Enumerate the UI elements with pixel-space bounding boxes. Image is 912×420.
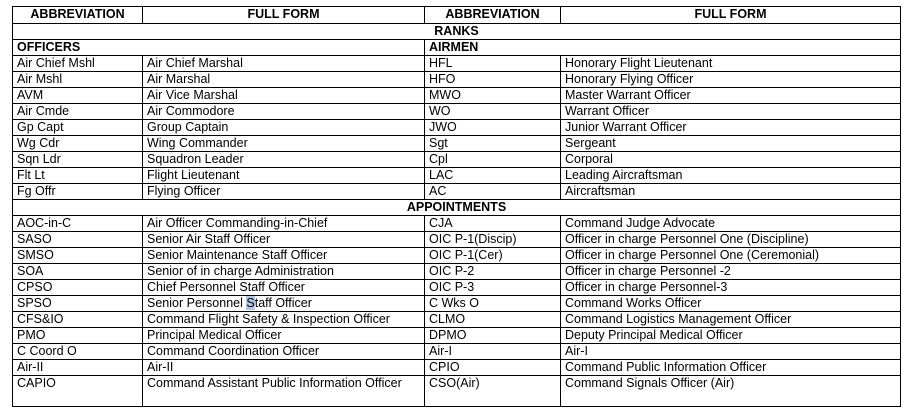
- table-row: [13, 296, 901, 312]
- table-row: [13, 232, 901, 248]
- table-cell: C Wks O: [425, 296, 561, 312]
- table-cell: Sgt: [425, 136, 561, 152]
- table-cell: Wg Cdr: [13, 136, 143, 152]
- table-cell: Sqn Ldr: [13, 152, 143, 168]
- table-cell: Air Chief Marshal: [143, 56, 425, 72]
- header-full-form-1: FULL FORM: [143, 7, 425, 24]
- table-cell: Air Chief Mshl: [13, 56, 143, 72]
- abbreviation-table: [12, 6, 901, 407]
- table-cell: C Coord O: [13, 344, 143, 360]
- table-row: [13, 360, 901, 376]
- table-row: [13, 168, 901, 184]
- table-cell: Flt Lt: [13, 168, 143, 184]
- table-row: [13, 136, 901, 152]
- table-row: [13, 120, 901, 136]
- table-cell: Officer in charge Personnel One (Discipline): [561, 232, 901, 248]
- section-row-ranks: [13, 24, 901, 40]
- table-cell: Master Warrant Officer: [561, 88, 901, 104]
- table-cell: HFO: [425, 72, 561, 88]
- table-cell: Command Flight Safety & Inspection Officer: [143, 312, 425, 328]
- table-cell: Senior Air Staff Officer: [143, 232, 425, 248]
- table-cell: HFL: [425, 56, 561, 72]
- table-cell: Gp Capt: [13, 120, 143, 136]
- table-cell: Command Public Information Officer: [561, 360, 901, 376]
- header-full-form-2: FULL FORM: [561, 7, 901, 24]
- table-cell: Command Logistics Management Officer: [561, 312, 901, 328]
- table-cell: CJA: [425, 216, 561, 232]
- table-cell: Command Judge Advocate: [561, 216, 901, 232]
- table-cell: OIC P-3: [425, 280, 561, 296]
- table-cell: AC: [425, 184, 561, 200]
- table-cell: Officer in charge Personnel One (Ceremonial): [561, 248, 901, 264]
- table-row: [13, 152, 901, 168]
- text-selection-highlight: S: [246, 296, 255, 310]
- table-cell: CLMO: [425, 312, 561, 328]
- table-cell: AOC-in-C: [13, 216, 143, 232]
- table-cell: Senior Personnel Staff Officer: [143, 296, 425, 312]
- table-row: [13, 280, 901, 296]
- group-row: [13, 40, 901, 56]
- table-cell: Command Signals Officer (Air): [561, 376, 901, 407]
- table-cell: Air Marshal: [143, 72, 425, 88]
- table-cell: MWO: [425, 88, 561, 104]
- table-row: [13, 328, 901, 344]
- table-row: [13, 264, 901, 280]
- table-cell: JWO: [425, 120, 561, 136]
- table-cell: Air-II: [143, 360, 425, 376]
- section-title-appointments: APPOINTMENTS: [13, 200, 901, 216]
- table-cell: Wing Commander: [143, 136, 425, 152]
- table-cell: Officer in charge Personnel -2: [561, 264, 901, 280]
- table-cell: CPIO: [425, 360, 561, 376]
- section-row-appointments: [13, 200, 901, 216]
- table-row: [13, 56, 901, 72]
- table-cell: Chief Personnel Staff Officer: [143, 280, 425, 296]
- table-cell: Group Captain: [143, 120, 425, 136]
- table-body: [13, 24, 901, 407]
- table-cell: OIC P-1(Cer): [425, 248, 561, 264]
- table-row: [13, 344, 901, 360]
- table-cell: Senior of in charge Administration: [143, 264, 425, 280]
- section-title-ranks: RANKS: [13, 24, 901, 40]
- table-cell: OIC P-2: [425, 264, 561, 280]
- header-abbreviation-1: ABBREVIATION: [13, 7, 143, 24]
- table-row: [13, 72, 901, 88]
- table-cell: OIC P-1(Discip): [425, 232, 561, 248]
- table-cell: Air Cmde: [13, 104, 143, 120]
- table-cell: Flight Lieutenant: [143, 168, 425, 184]
- table-row: [13, 312, 901, 328]
- table-row: [13, 104, 901, 120]
- table-row: [13, 184, 901, 200]
- table-cell: Air Commodore: [143, 104, 425, 120]
- table-cell: Air-II: [13, 360, 143, 376]
- table-cell: Cpl: [425, 152, 561, 168]
- table-cell: SASO: [13, 232, 143, 248]
- table-cell: Honorary Flying Officer: [561, 72, 901, 88]
- table-cell: PMO: [13, 328, 143, 344]
- table-cell: Air Vice Marshal: [143, 88, 425, 104]
- table-cell: Fg Offr: [13, 184, 143, 200]
- table-cell: Sergeant: [561, 136, 901, 152]
- group-title-officers: OFFICERS: [13, 40, 425, 56]
- table-cell: Air-I: [561, 344, 901, 360]
- table-cell: Squadron Leader: [143, 152, 425, 168]
- table-cell: Corporal: [561, 152, 901, 168]
- table-cell: Junior Warrant Officer: [561, 120, 901, 136]
- table-cell: CAPIO: [13, 376, 143, 407]
- table-cell: Principal Medical Officer: [143, 328, 425, 344]
- table-cell: CFS&IO: [13, 312, 143, 328]
- table-cell: Air Officer Commanding-in-Chief: [143, 216, 425, 232]
- table-cell: Officer in charge Personnel-3: [561, 280, 901, 296]
- table-cell: Leading Aircraftsman: [561, 168, 901, 184]
- table-cell: CSO(Air): [425, 376, 561, 407]
- table-cell: AVM: [13, 88, 143, 104]
- table-cell: DPMO: [425, 328, 561, 344]
- table-cell: Warrant Officer: [561, 104, 901, 120]
- table-cell: Senior Maintenance Staff Officer: [143, 248, 425, 264]
- table-cell: Air-I: [425, 344, 561, 360]
- table-cell: Command Assistant Public Information Officer: [143, 376, 425, 407]
- table-cell: CPSO: [13, 280, 143, 296]
- group-title-airmen: AIRMEN: [425, 40, 901, 56]
- table-cell: LAC: [425, 168, 561, 184]
- table-cell: Honorary Flight Lieutenant: [561, 56, 901, 72]
- table-cell: Command Coordination Officer: [143, 344, 425, 360]
- header-abbreviation-2: ABBREVIATION: [425, 7, 561, 24]
- table-cell: Deputy Principal Medical Officer: [561, 328, 901, 344]
- table-cell: WO: [425, 104, 561, 120]
- table-cell: Air Mshl: [13, 72, 143, 88]
- table-row: [13, 88, 901, 104]
- header-row: [13, 7, 901, 24]
- table-cell: SOA: [13, 264, 143, 280]
- table-cell: Flying Officer: [143, 184, 425, 200]
- table-cell: SPSO: [13, 296, 143, 312]
- table-cell: Aircraftsman: [561, 184, 901, 200]
- table-row: [13, 216, 901, 232]
- table-cell: Command Works Officer: [561, 296, 901, 312]
- table-row: [13, 248, 901, 264]
- table-cell: SMSO: [13, 248, 143, 264]
- table-row: [13, 376, 901, 407]
